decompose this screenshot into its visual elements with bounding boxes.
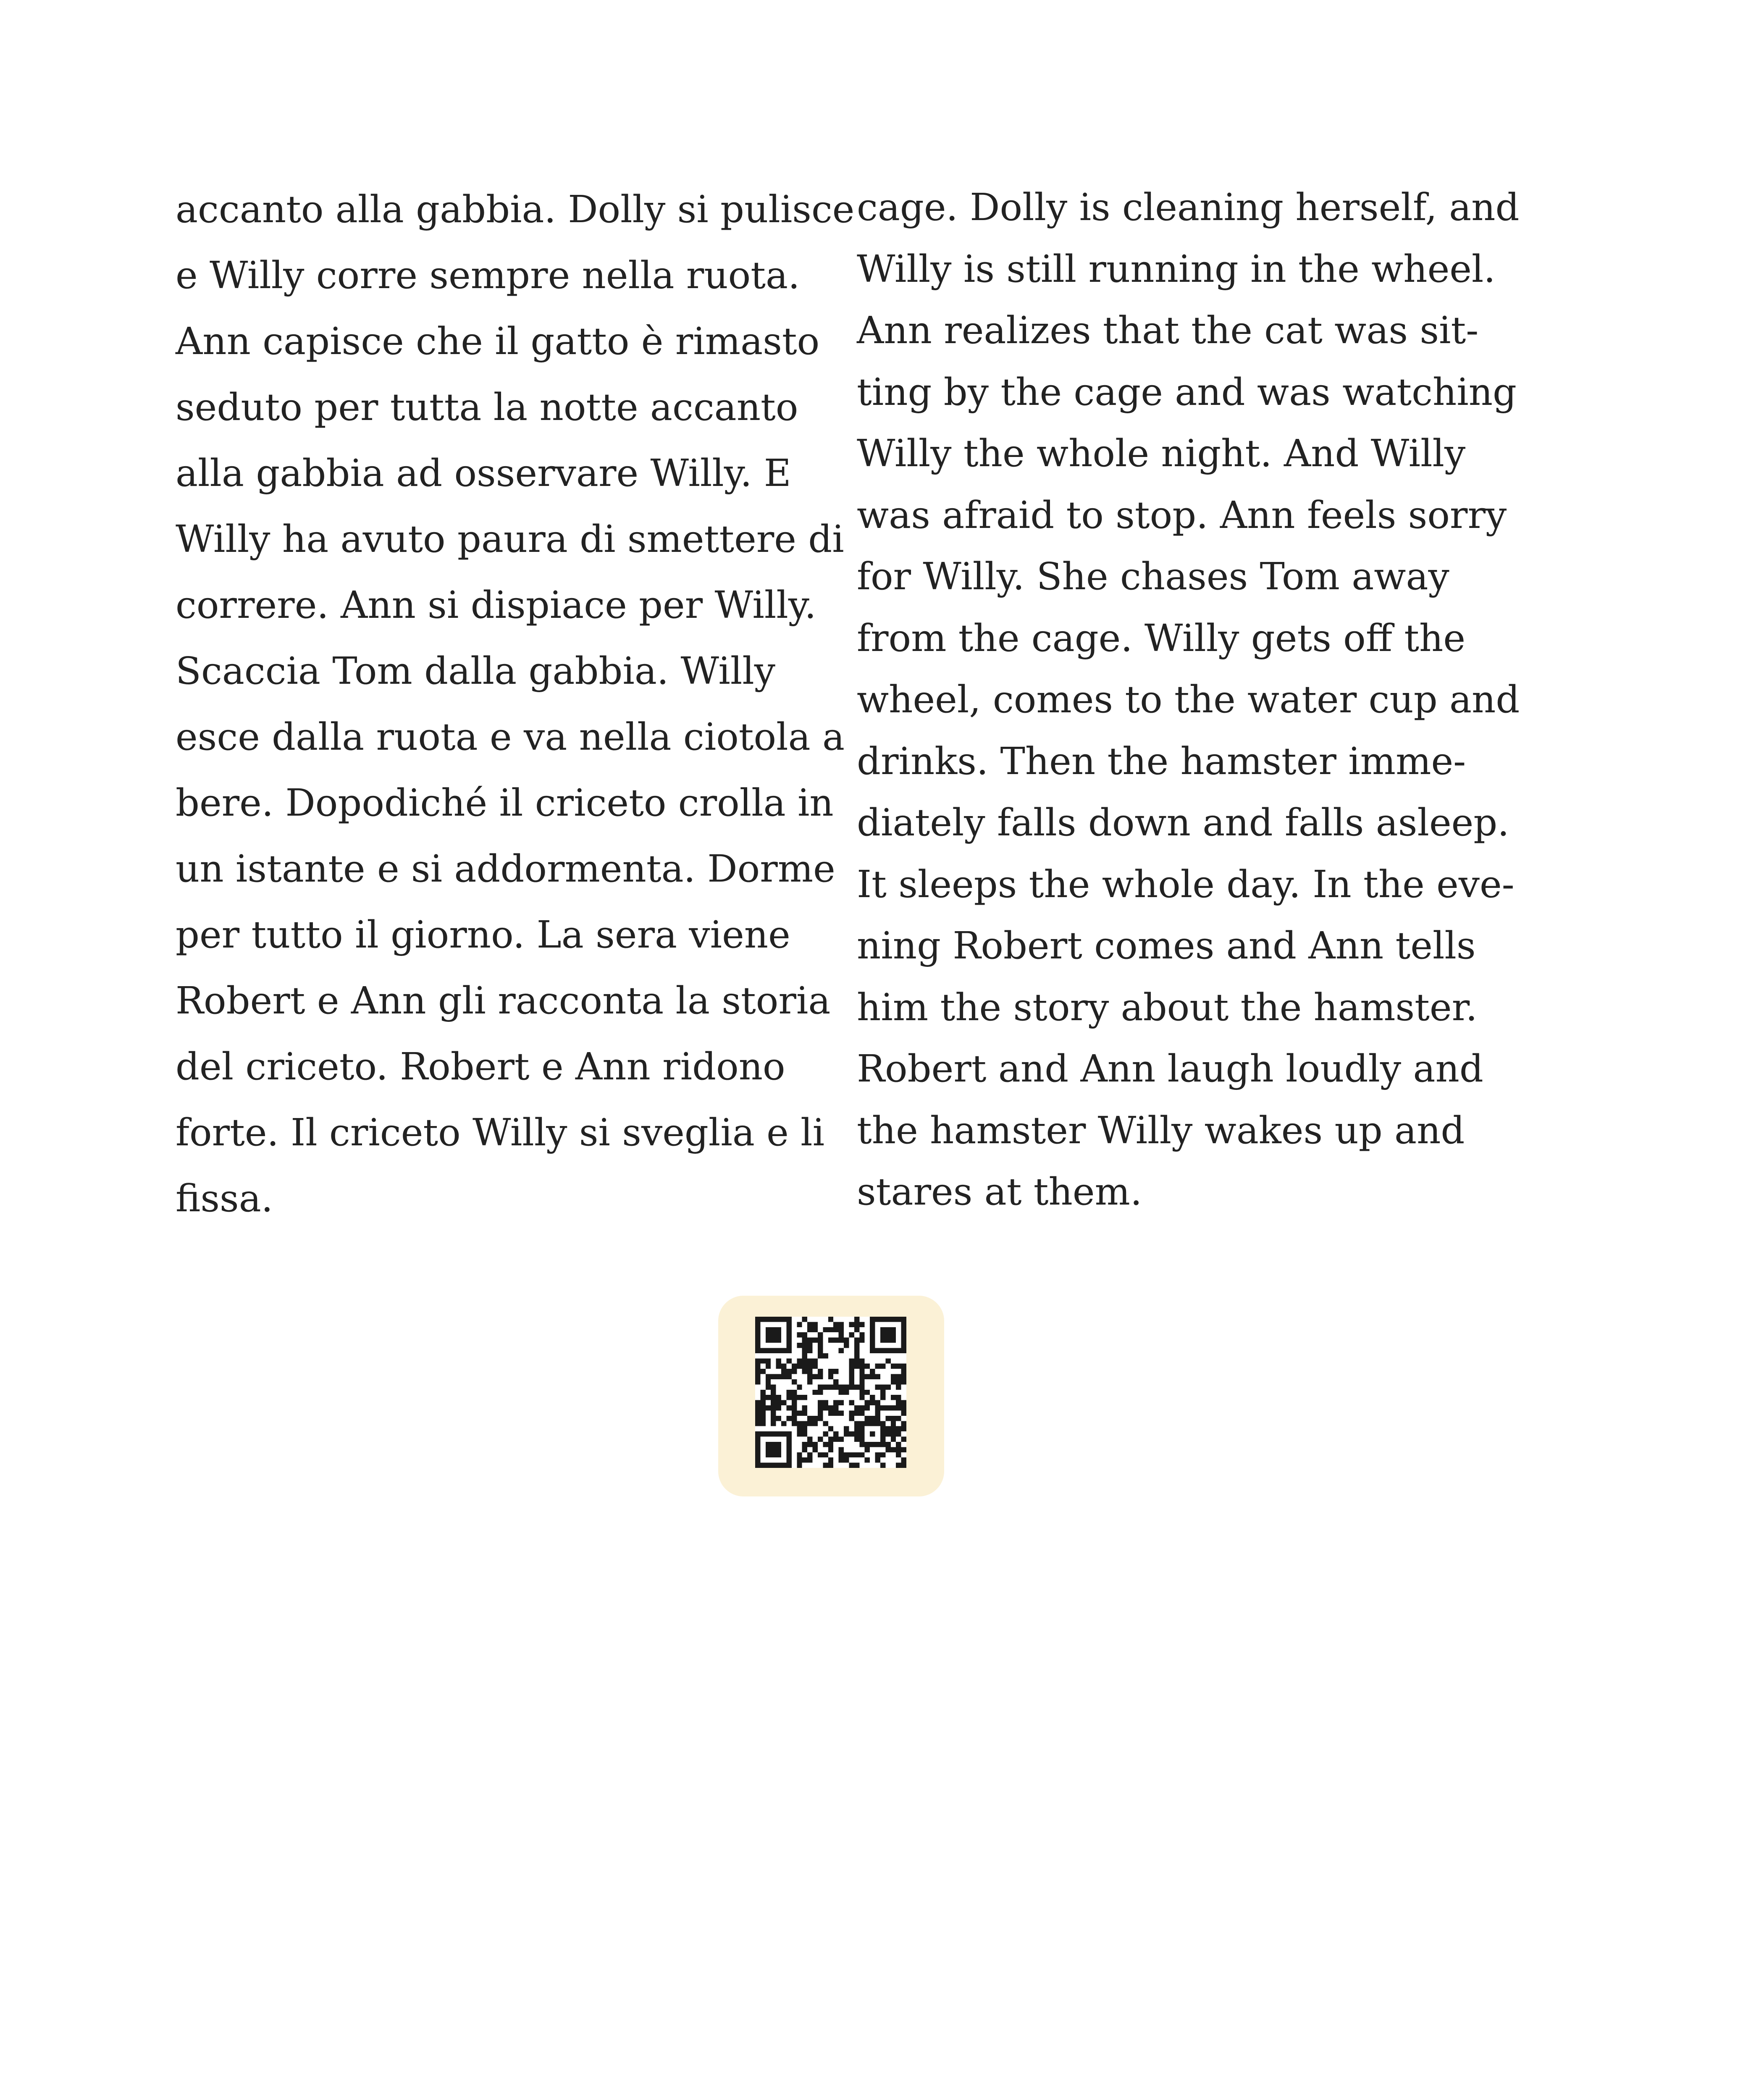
italian-line: Willy ha avuto paura di smettere di xyxy=(176,517,844,561)
english-line: Ann realizes that the cat was sit- xyxy=(857,308,1479,352)
italian-text-column xyxy=(176,176,855,1231)
italian-line: esce dalla ruota e va nella ciotola a xyxy=(176,715,845,759)
english-line: stares at them. xyxy=(857,1170,1142,1213)
english-line: It sleeps the whole day. In the eve- xyxy=(857,862,1515,906)
english-line: Willy is still running in the wheel. xyxy=(857,247,1496,291)
italian-line: seduto per tutta la notte accanto xyxy=(176,385,798,429)
italian-line: fissa. xyxy=(176,1176,273,1220)
english-line: ting by the cage and was watching xyxy=(857,370,1517,414)
qr-code-icon xyxy=(755,1317,906,1468)
english-line: Willy the whole night. And Willy xyxy=(857,431,1466,475)
english-line: Robert and Ann laugh loudly and xyxy=(857,1047,1483,1090)
english-line: from the cage. Willy gets off the xyxy=(857,616,1466,660)
italian-line: alla gabbia ad osservare Willy. E xyxy=(176,451,791,495)
english-line: ning Robert comes and Ann tells xyxy=(857,924,1476,967)
italian-line: per tutto il giorno. La sera viene xyxy=(176,913,790,956)
italian-line: Scaccia Tom dalla gabbia. Willy xyxy=(176,649,776,693)
italian-line: forte. Il criceto Willy si sveglia e li xyxy=(176,1110,825,1154)
english-text-column xyxy=(857,176,1520,1223)
italian-line: un istante e si addormenta. Dorme xyxy=(176,847,835,890)
italian-line: e Willy corre sempre nella ruota. xyxy=(176,253,800,297)
english-line: wheel, comes to the water cup and xyxy=(857,677,1520,721)
italian-line: correre. Ann si dispiace per Willy. xyxy=(176,583,816,627)
english-line: him the story about the hamster. xyxy=(857,985,1478,1029)
english-line: for Willy. She chases Tom away xyxy=(857,554,1449,598)
english-line: cage. Dolly is cleaning herself, and xyxy=(857,185,1520,229)
italian-line: del criceto. Robert e Ann ridono xyxy=(176,1045,785,1088)
english-line: drinks. Then the hamster imme- xyxy=(857,739,1466,783)
english-line: diately falls down and falls asleep. xyxy=(857,801,1509,844)
qr-code-box[interactable] xyxy=(718,1296,944,1496)
english-line: the hamster Willy wakes up and xyxy=(857,1108,1465,1152)
italian-line: accanto alla gabbia. Dolly si pulisce xyxy=(176,187,855,231)
english-line: was afraid to stop. Ann feels sorry xyxy=(857,493,1507,537)
italian-line: bere. Dopodiché il criceto crolla in xyxy=(176,781,834,824)
italian-line: Ann capisce che il gatto è rimasto xyxy=(176,319,820,363)
italian-line: Robert e Ann gli racconta la storia xyxy=(176,979,831,1022)
